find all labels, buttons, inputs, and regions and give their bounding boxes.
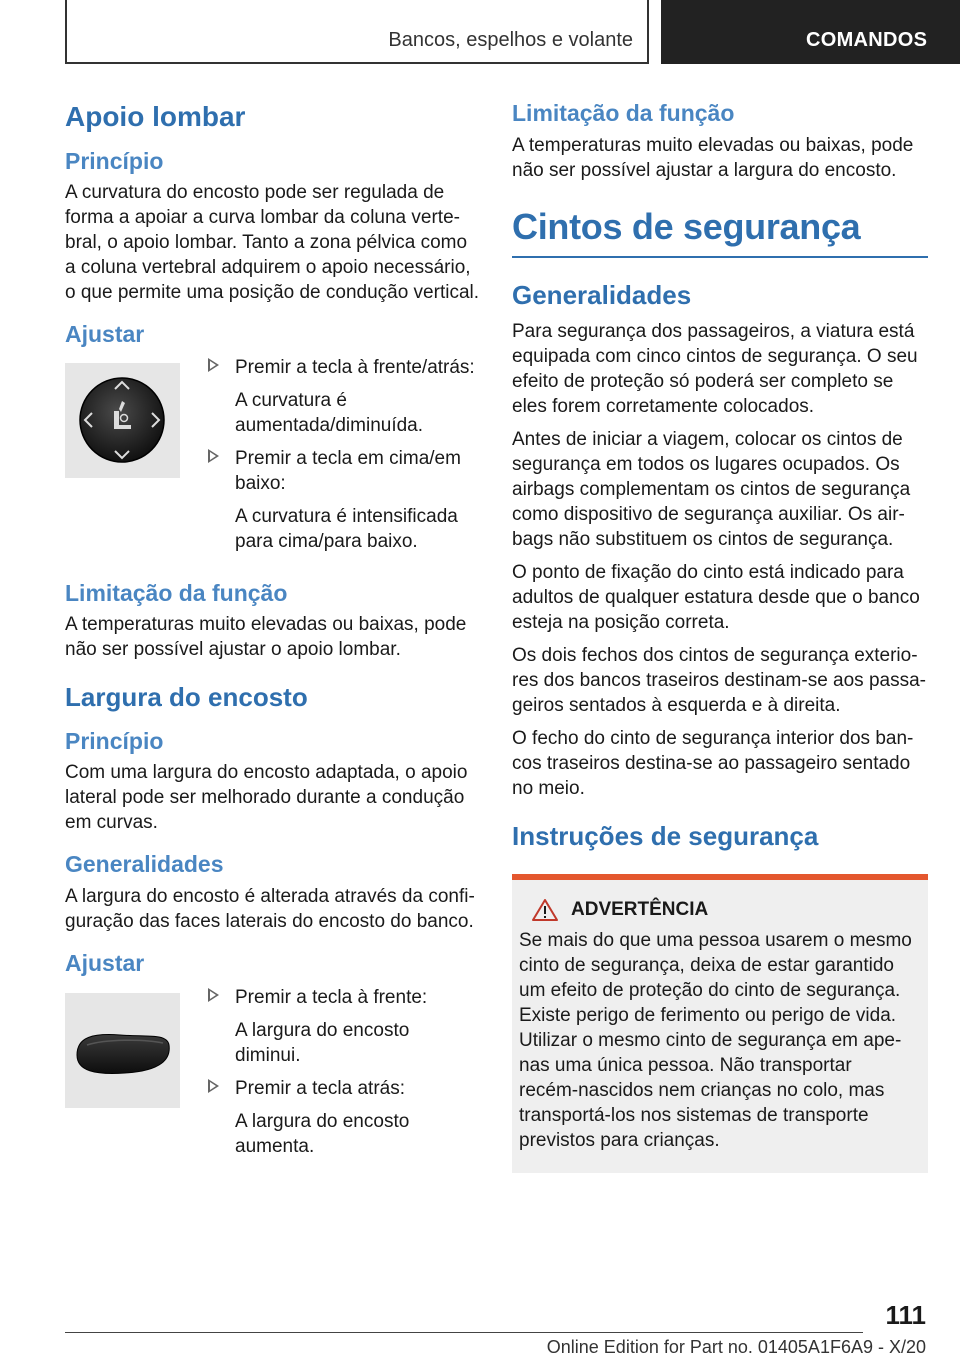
list-item-action: Premir a tecla em cima/em baixo: <box>235 447 461 494</box>
right-column <box>512 100 928 1173</box>
apoio-lombar-heading: Apoio lombar <box>65 101 246 132</box>
page-number: 111 <box>885 1300 926 1330</box>
triangle-bullet-icon <box>208 1079 219 1093</box>
header-section-box <box>65 0 649 64</box>
list-item-action: Premir a tecla atrás: <box>235 1078 405 1100</box>
left-column <box>65 100 480 1159</box>
width-adjust-block <box>65 985 480 1159</box>
warning-text: Se mais do que uma pessoa usarem o mesmo cinto de segurança, deixa de estar garantido um efeito de proteção do cinto de segurança. Existe perigo de ferimento ou perigo de vida. Utilizar o mesmo cinto de segurança em apenas uma única pessoa. Não transportar recém-nascidos nem crianças no colo, mas transportá-los nos sistemas de transporte previstos para crianças. <box>519 930 912 1152</box>
generalidades2-heading: Generalidades <box>512 279 692 310</box>
largura-heading: Largura do encosto <box>65 682 308 713</box>
list-item-action: Premir a tecla à frente: <box>235 987 428 1009</box>
header-section-title: Bancos, espelhos e volante <box>388 29 633 51</box>
warning-triangle-icon <box>531 898 559 922</box>
warning-box <box>512 874 928 1173</box>
lumbar-control-icon <box>65 363 180 478</box>
limitacao2-text: A temperaturas muito elevadas ou baixas, pode não ser possível ajustar a largura do encosto. <box>512 134 914 181</box>
list-item-result: A curvatura é intensificada para cima/para baixo. <box>235 505 458 552</box>
list-item-action: Premir a tecla à frente/atrás: <box>235 356 475 378</box>
triangle-bullet-icon <box>208 358 219 372</box>
principio-heading: Princípio <box>65 147 164 174</box>
list-item <box>205 355 480 438</box>
list-item <box>205 985 480 1068</box>
generalidades-heading: Generalidades <box>65 851 224 878</box>
ajustar-heading: Ajustar <box>65 321 145 348</box>
paragraph: Antes de iniciar a viagem, colocar os cintos de segurança em todos os lugares ocupados. Os airbags complementam os cintos de segurança como dispositivo de segurança auxiliar. Os airbags não substituem os cintos de segurança. <box>512 428 911 550</box>
principio2-heading: Princípio <box>65 727 164 754</box>
principio-text: A curvatura do encosto pode ser regulada de forma a apoiar a curva lombar da coluna vertebral, o apoio lombar. Tanto a zona pélvica como a coluna vertebral adquirem o apoio necessário, o que permite uma posição de condução vertical. <box>65 182 480 304</box>
ajustar2-heading: Ajustar <box>65 949 145 976</box>
footer-rule <box>65 1332 863 1333</box>
paragraph: Para segurança dos passageiros, a viatura está equipada com cinco cintos de segurança. O seu efeito de proteção só poderá ser completo se eles forem corretamente colocados. <box>512 320 918 417</box>
triangle-bullet-icon <box>208 449 219 463</box>
limitacao-heading: Limitação da função <box>65 579 288 606</box>
triangle-bullet-icon <box>208 988 219 1002</box>
list-item <box>205 446 480 554</box>
paragraph: O fecho do cinto de segurança interior dos bancos traseiros destina-se ao passageiro sentado no meio. <box>512 727 914 799</box>
limitacao-text: A temperaturas muito elevadas ou baixas, pode não ser possível ajustar o apoio lombar. <box>65 614 467 661</box>
width-adjust-list <box>205 985 480 1159</box>
width-control-icon <box>65 993 180 1108</box>
cintos-heading: Cintos de segurança <box>512 205 861 247</box>
lumbar-adjust-block <box>65 355 480 554</box>
paragraph: O ponto de fixação do cinto está indicado para adultos de qualquer estatura desde que o banco esteja na posição correta. <box>512 561 920 633</box>
paragraph: Os dois fechos dos cintos de segurança exteriores dos bancos traseiros destinam-se aos passageiros sentados à esquerda e à direita. <box>512 644 926 716</box>
list-item-result: A largura do encosto aumenta. <box>235 1111 410 1158</box>
header-chapter-box <box>661 0 960 64</box>
instrucoes-heading: Instruções de segurança <box>512 820 819 851</box>
limitacao2-heading: Limitação da função <box>512 100 735 126</box>
generalidades-text: A largura do encosto é alterada através da configuração das faces laterais do encosto do banco. <box>65 885 475 932</box>
lumbar-button-image <box>65 363 180 478</box>
warning-title-row <box>519 898 921 922</box>
list-item-result: A largura do encosto diminui. <box>235 1020 410 1067</box>
footer-edition: Online Edition for Part no. 01405A1F6A9 - X/20 <box>546 1337 926 1357</box>
header-chapter-title: COMANDOS <box>806 29 928 51</box>
lumbar-adjust-list <box>205 355 480 554</box>
principio2-text: Com uma largura do encosto adaptada, o apoio lateral pode ser melhorado durante a condução em curvas. <box>65 762 468 834</box>
warning-title: ADVERTÊNCIA <box>571 899 709 921</box>
list-item-result: A curvatura é aumentada/diminuída. <box>235 389 424 436</box>
cintos-heading-rule <box>512 256 928 258</box>
width-button-image <box>65 993 180 1108</box>
list-item <box>205 1076 480 1159</box>
